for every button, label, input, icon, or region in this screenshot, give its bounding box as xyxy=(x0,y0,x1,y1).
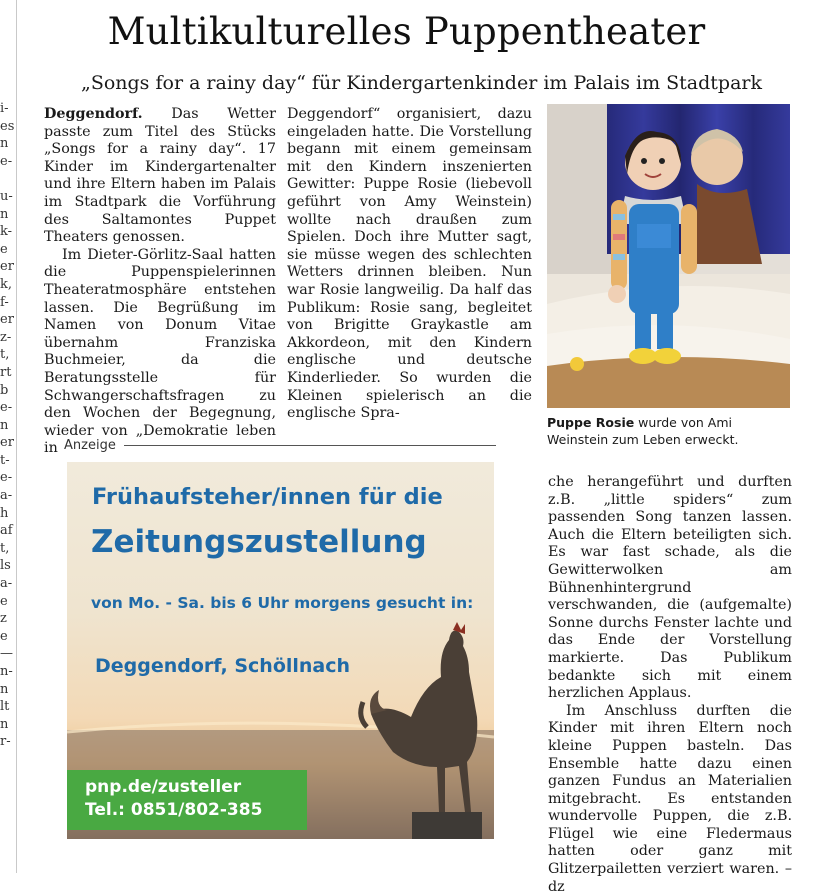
ad-phone: Tel.: 0851/802-385 xyxy=(85,800,263,820)
ad-label xyxy=(64,438,496,453)
photo-caption xyxy=(547,414,792,448)
puppet-photo-illustration xyxy=(547,104,790,408)
paragraph: Im Dieter-Görlitz-Saal hatten die Puppenspielerinnen Theateratmosphäre entstehen lassen. Die Begrüßung im Namen von Donum Vitae übernahm Franziska Buchmeier, da die Beratungsstelle für Schwangerschaftsfragen zu den Wochen der Begegnung, wieder von „Demokratie leben in xyxy=(44,246,276,457)
ad-label-rule xyxy=(124,445,496,446)
paragraph: Im Anschluss durften die Kinder mit ihren Eltern noch kleine Puppen basteln. Das Ensemble hatte dazu einen ganzen Fundus an Materialien mitgebracht. Es entstanden wundervolle Puppen, die z.B. Flügel wie eine Fledermaus hatten oder ganz mit Glitzerpailetten verziert waren. – dz xyxy=(548,702,792,895)
article-column-3 xyxy=(548,474,792,896)
column-separator xyxy=(16,0,17,873)
ad-headline-line1: Frühaufsteher/innen für die xyxy=(92,484,443,510)
adjacent-article-fragment: i- es n e- u- n k- e er k, f- er z- t, rt b e- n er t- e- a- h af t, ls a- e z e — n- n lt n r- xyxy=(0,101,14,750)
subheadline: „Songs for a rainy day“ für Kindergartenkinder im Palais im Stadtpark xyxy=(80,72,762,94)
caption-bold: Puppe Rosie xyxy=(547,415,635,430)
ad-website-link[interactable]: pnp.de/zusteller xyxy=(85,777,242,797)
paragraph xyxy=(44,106,276,247)
advertisement[interactable] xyxy=(67,462,494,839)
headline: Multikulturelles Puppentheater xyxy=(107,10,706,53)
paragraph-text: Das Wetter passte zum Titel des Stücks „Songs for a rainy day“. 17 Kinder im Kindergartenalter und ihre Eltern haben im Palais im Stadtpark die Vorführung des Saltamontes Puppet Theaters genossen. xyxy=(44,106,276,246)
article-photo xyxy=(547,104,790,408)
dateline: Deggendorf. xyxy=(44,106,143,122)
paragraph: che herangeführt und durften z.B. „little spiders“ zum passenden Song tanzen lassen. Auch die Eltern beteiligten sich. Es war fast schade, als die Gewitterwolken am Bühnenhintergrund verschwanden, die (aufgemalte) Sonne durchs Fenster lachte und das Ende der Vorstellung markierte. Das Publikum bedankte sich mit einem herzlichen Applaus. xyxy=(548,474,792,702)
ad-label-text: Anzeige xyxy=(64,438,116,453)
article-column-1 xyxy=(44,106,276,458)
article-column-2 xyxy=(287,106,532,423)
ad-locations: Deggendorf, Schöllnach xyxy=(95,655,351,677)
caption-text: wurde von Ami Weinstein zum Leben erweckt. xyxy=(547,415,739,447)
ad-headline-line2: Zeitungszustellung xyxy=(91,524,427,560)
ad-schedule: von Mo. - Sa. bis 6 Uhr morgens gesucht in: xyxy=(91,594,474,612)
paragraph: Deggendorf“ organisiert, dazu eingeladen hatte. Die Vorstellung begann mit einem gemeinsam mit den Kindern inszenierten Gewitter: Puppe Rosie (liebevoll geführt von Amy Weinstein) wollte nach draußen zum Spielen. Doch ihre Mutter sagt, sie müsse wegen des schlechten Wetters drinnen bleiben. Nun war Rosie langweilig. Da half das Publikum: Rosie sang, begleitet von Brigitte Graykastle am Akkordeon, mit den Kindern englische und deutsche Kinderlieder. So wurden die Kleinen spielerisch an die englische Spra- xyxy=(287,106,532,422)
